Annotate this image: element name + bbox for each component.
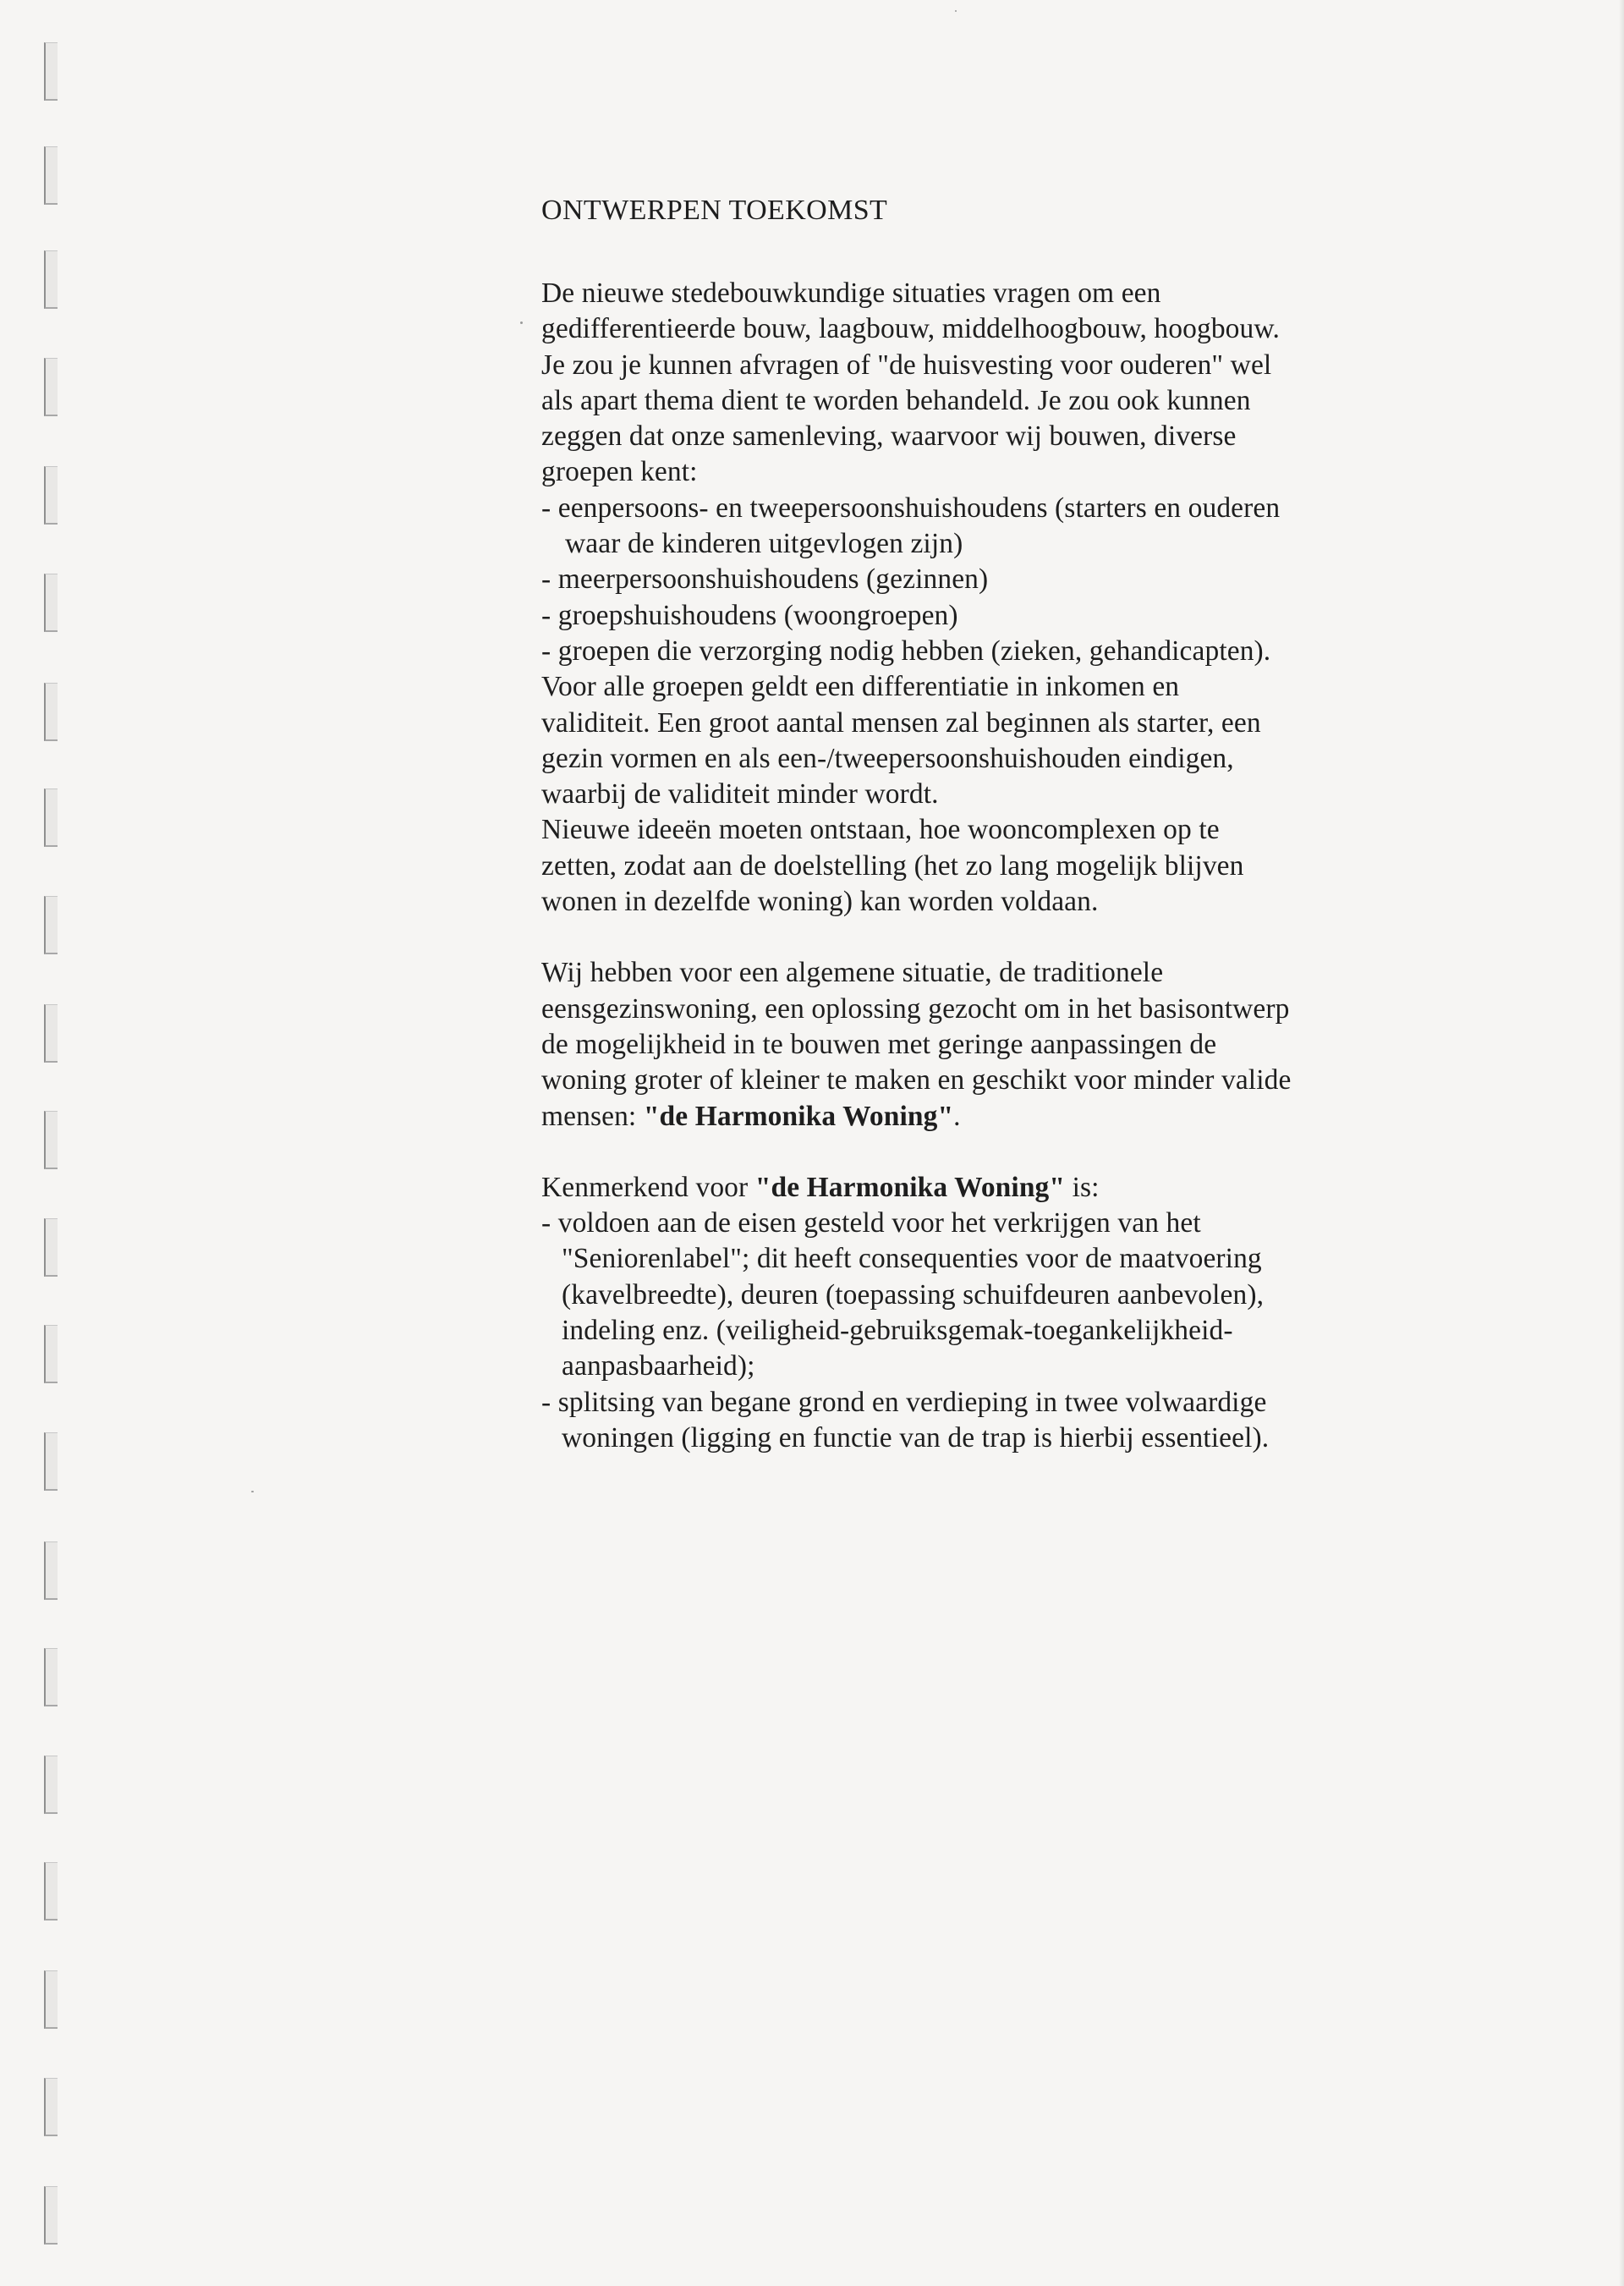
text-line: De nieuwe stedebouwkundige situaties vragen om een	[541, 278, 1161, 309]
paragraph-1	[541, 276, 1421, 920]
text-line	[541, 1170, 1421, 1206]
binder-hole	[44, 1648, 58, 1706]
list-item: - meerpersoonshuishoudens (gezinnen)	[541, 563, 989, 596]
binder-hole	[44, 358, 58, 416]
page-edge	[1619, 0, 1624, 2286]
text-span: mensen:	[541, 1100, 644, 1132]
harmonika-woning-name: "de Harmonika Woning"	[643, 1100, 954, 1132]
binder-hole	[44, 42, 58, 101]
paragraph-3	[541, 1170, 1421, 1456]
text-line: gezin vormen en als een-/tweepersoonshuishouden eindigen,	[541, 742, 1234, 774]
binder-hole	[44, 1862, 58, 1921]
paragraph-gap	[541, 920, 1421, 955]
text-line: zeggen dat onze samenleving, waarvoor wij bouwen, diverse	[541, 420, 1237, 453]
text-line: woning groter of kleiner te maken en geschikt voor minder valide	[541, 1064, 1292, 1096]
list-item-continuation: woningen (ligging en functie van de trap is hierbij essentieel).	[562, 1421, 1270, 1453]
list-item: - groepen die verzorging nodig hebben (zieken, gehandicapten).	[541, 635, 1271, 667]
binder-hole	[44, 789, 58, 847]
binder-hole	[44, 896, 58, 954]
text-line: waarbij de validiteit minder wordt.	[541, 778, 939, 811]
text-span: is:	[1065, 1171, 1100, 1203]
binder-hole	[44, 1325, 58, 1383]
paper-speck	[955, 10, 957, 12]
text-line: validiteit. Een groot aantal mensen zal beginnen als starter, een	[541, 706, 1261, 739]
paper-speck	[520, 321, 523, 324]
paper-speck	[251, 1491, 254, 1492]
binder-hole	[44, 146, 58, 205]
binder-hole	[44, 1111, 58, 1169]
list-item: - voldoen aan de eisen gesteld voor het verkrijgen van het	[541, 1207, 1201, 1239]
binder-hole	[44, 683, 58, 741]
binder-hole	[44, 1970, 58, 2029]
document-body	[541, 193, 1421, 1456]
text-span: Kenmerkend voor	[541, 1171, 755, 1203]
text-line: groepen kent:	[541, 456, 698, 488]
text-line: Voor alle groepen geldt een differentiatie in inkomen en	[541, 671, 1180, 703]
binder-hole	[44, 250, 58, 309]
list-item-continuation: aanpasbaarheid);	[562, 1350, 755, 1382]
binder-hole	[44, 2078, 58, 2136]
text-line: wonen in dezelfde woning) kan worden voldaan.	[541, 886, 1099, 918]
binder-hole	[44, 2186, 58, 2245]
list-item: - splitsing van begane grond en verdieping in twee volwaardige	[541, 1386, 1267, 1418]
list-item-continuation: waar de kinderen uitgevlogen zijn)	[565, 528, 963, 560]
text-span: .	[953, 1100, 961, 1132]
text-line	[541, 1099, 1421, 1135]
binder-hole	[44, 574, 58, 632]
paragraph-2	[541, 955, 1421, 1134]
text-line: de mogelijkheid in te bouwen met geringe aanpassingen de	[541, 1028, 1217, 1060]
document-title: ONTWERPEN TOEKOMST	[541, 195, 888, 226]
list-item: - groepshuishoudens (woongroepen)	[541, 599, 958, 631]
text-line: Wij hebben voor een algemene situatie, de traditionele	[541, 957, 1164, 989]
harmonika-woning-name: "de Harmonika Woning"	[754, 1171, 1066, 1203]
binder-hole	[44, 1541, 58, 1600]
text-line: zetten, zodat aan de doelstelling (het zo lang mogelijk blijven	[541, 849, 1244, 882]
list-item-continuation: indeling enz. (veiligheid-gebruiksgemak-toegankelijkheid-	[562, 1315, 1233, 1347]
list-item-continuation: "Seniorenlabel"; dit heeft consequenties voor de maatvoering	[562, 1243, 1262, 1275]
text-line: Je zou je kunnen afvragen of "de huisvesting voor ouderen" wel	[541, 349, 1272, 381]
text-line: gedifferentieerde bouw, laagbouw, middelhoogbouw, hoogbouw.	[541, 313, 1280, 345]
list-item: - eenpersoons- en tweepersoonshuishoudens (starters en ouderen	[541, 492, 1281, 524]
binder-hole	[44, 466, 58, 525]
list-item-continuation: (kavelbreedte), deuren (toepassing schuifdeuren aanbevolen),	[562, 1278, 1265, 1311]
binder-hole	[44, 1756, 58, 1814]
binder-hole	[44, 1218, 58, 1277]
text-line: eensgezinswoning, een oplossing gezocht om in het basisontwerp	[541, 992, 1290, 1025]
binder-hole	[44, 1432, 58, 1491]
text-line: als apart thema dient te worden behandeld. Je zou ook kunnen	[541, 384, 1251, 416]
text-line: Nieuwe ideeën moeten ontstaan, hoe wooncomplexen op te	[541, 814, 1220, 846]
binder-hole	[44, 1004, 58, 1063]
paragraph-gap	[541, 1135, 1421, 1170]
